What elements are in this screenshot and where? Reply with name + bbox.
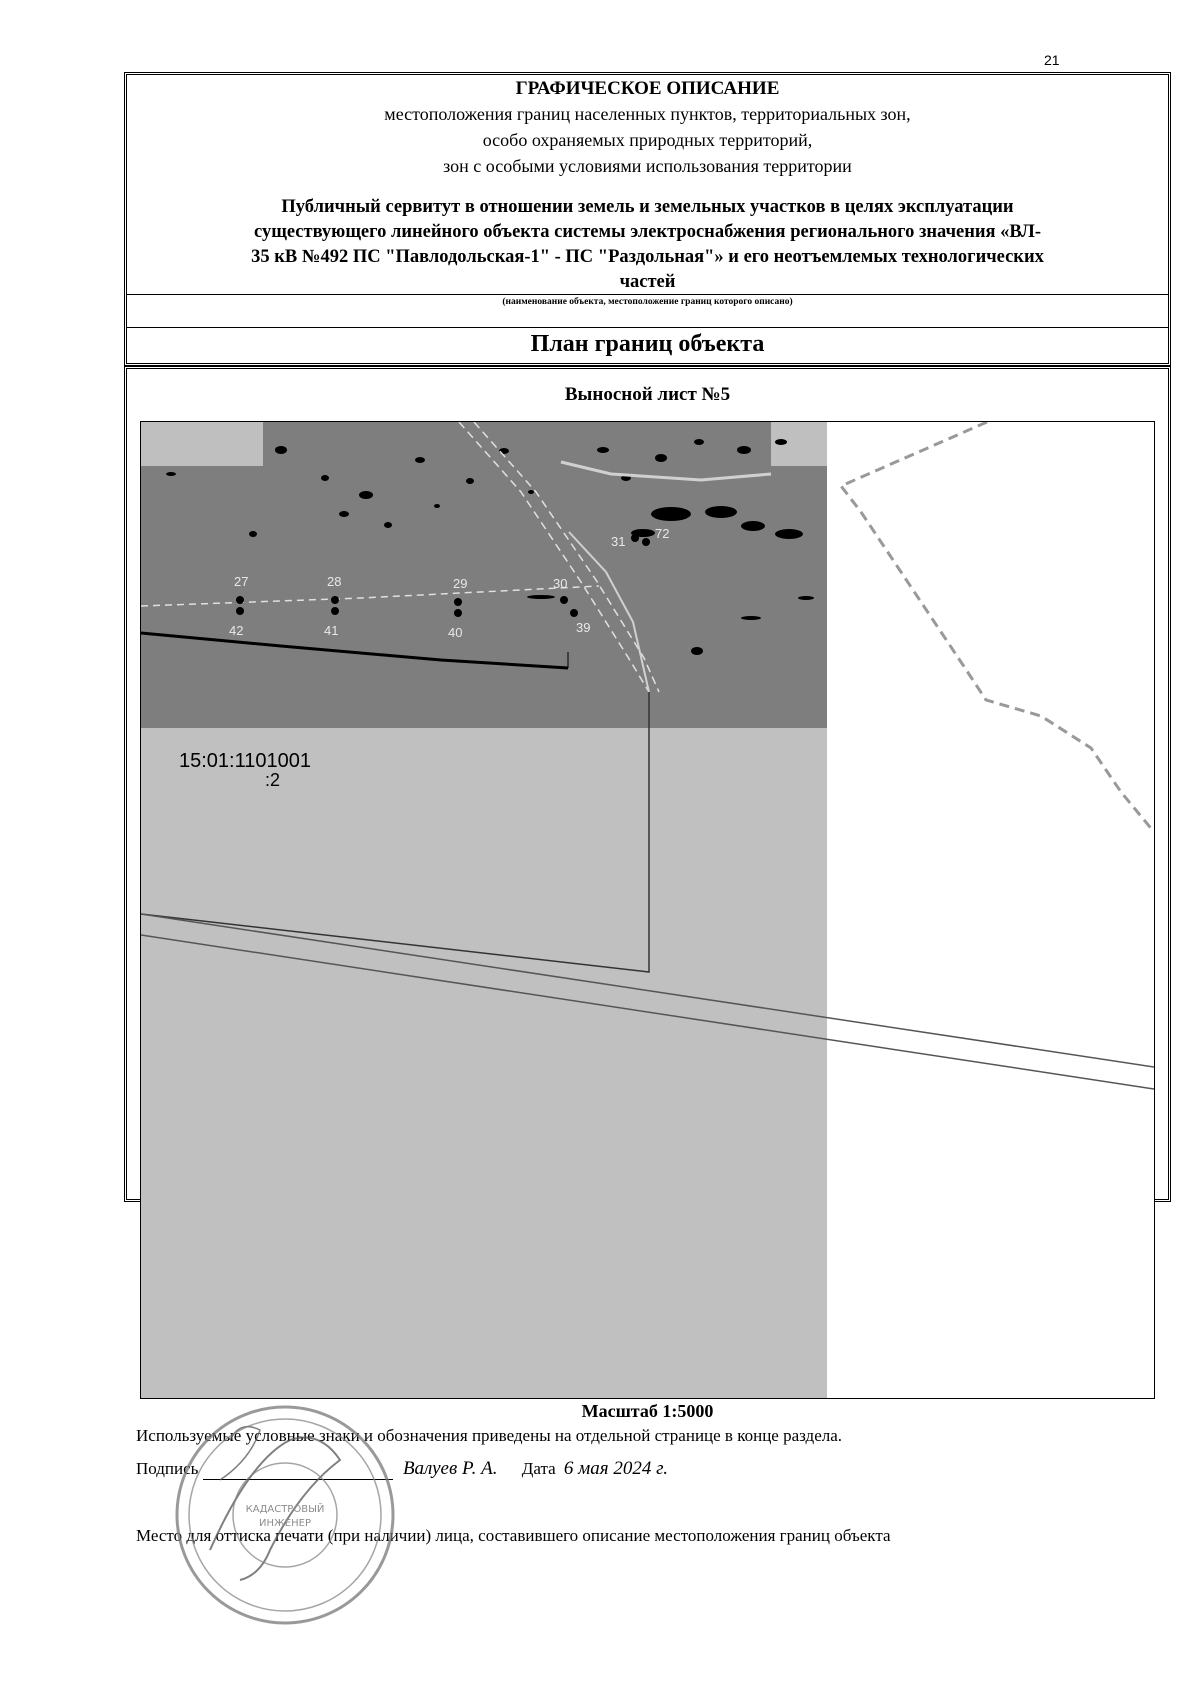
- point-label-42: 42: [229, 623, 244, 638]
- divider-caption: [127, 327, 1168, 328]
- point-label-29: 29: [453, 576, 468, 591]
- point-label-31: 31: [611, 534, 626, 549]
- subtitle-line-1: местоположения границ населенных пунктов, территориальных зон,: [384, 104, 911, 124]
- point-label-30: 30: [553, 576, 568, 591]
- point-label-40: 40: [448, 625, 463, 640]
- subtitle-line-2: особо охраняемых природных территорий,: [482, 130, 813, 150]
- seal-stamp-text-2: ИНЖЕНЕР: [259, 1518, 311, 1529]
- object-name: [150, 195, 1145, 295]
- subtitle-line-3: зон с особыми условиями использования территории: [443, 156, 852, 176]
- document-title: ГРАФИЧЕСКОЕ ОПИСАНИЕ: [515, 78, 780, 99]
- date-label: Дата: [521, 1459, 556, 1478]
- seal-stamp-text: КАДАСТРОВЫЙ: [245, 1504, 325, 1515]
- land-parcel: [141, 728, 827, 1398]
- plan-map: [140, 421, 1155, 1399]
- object-name-line-1: Публичный сервитут в отношении земель и земельных участков в целях эксплуатации: [281, 197, 1014, 217]
- sheet-title: Выносной лист №5: [564, 384, 731, 405]
- map-scale: Масштаб 1:5000: [581, 1401, 714, 1421]
- object-name-line-4: частей: [619, 272, 676, 292]
- point-label-27: 27: [234, 574, 249, 589]
- page-number: 21: [1044, 52, 1060, 68]
- object-caption: (наименование объекта, местоположение границ которого описано): [502, 297, 793, 307]
- point-label-39: 39: [576, 620, 591, 635]
- object-name-line-3: 35 кВ №492 ПС "Павлодольская-1" - ПС "Раздольная"» и его неотъемлемых технологических: [251, 247, 1044, 267]
- plan-title: План границ объекта: [530, 331, 765, 357]
- signature-label: Подпись: [136, 1459, 199, 1478]
- legend-note: Используемые условные знаки и обозначения приведены на отдельной странице в конце раздела.: [136, 1426, 843, 1445]
- seal-stamp-drawing: [170, 1400, 400, 1630]
- point-label-41: 41: [324, 623, 339, 638]
- map-drawing: [141, 422, 1154, 1398]
- image-gap-left: [141, 422, 263, 466]
- object-name-line-2: существующего линейного объекта системы электроснабжения регионального значения «ВЛ-: [254, 222, 1041, 242]
- point-label-72: 72: [655, 526, 670, 541]
- point-label-28: 28: [327, 574, 342, 589]
- signer-name: Валуев Р. А.: [402, 1458, 498, 1479]
- cadastral-number: 15:01:1101001: [179, 750, 311, 772]
- seal-stamp: [170, 1400, 400, 1630]
- cadastral-sub: :2: [265, 770, 281, 790]
- stamp-place-label: Место для оттиска печати (при наличии) лица, составившего описание местоположения границ объекта: [136, 1526, 891, 1545]
- date-value: 6 мая 2024 г.: [563, 1458, 669, 1479]
